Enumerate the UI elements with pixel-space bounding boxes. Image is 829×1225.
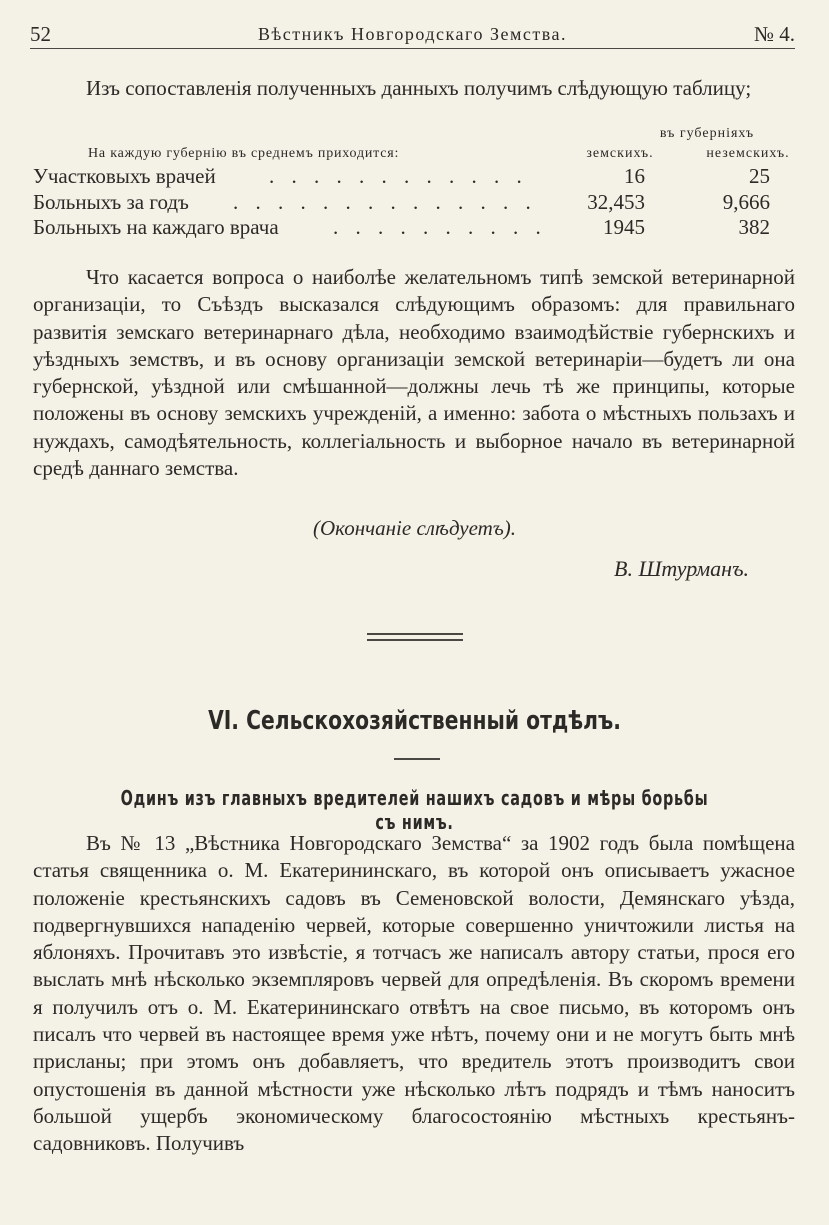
table-row-label: Участковыхъ врачей [33,164,216,188]
to-be-continued-note: (Окончаніе слѣдуетъ). [313,516,516,540]
table-row-label: Больныхъ за годъ [33,190,189,214]
article-title: Одинъ изъ главныхъ вредителей нашихъ садовъ и мѣры борьбы съ нимъ. [120,786,709,834]
table-row-dots: . . . . . . . . . . [333,215,547,239]
page-number: 52 [30,22,51,46]
table-cell-zemsky: 32,453 [587,190,645,214]
author-signature: В. Штурманъ. [614,556,749,581]
table-cell-nezemsky: 9,666 [722,190,770,214]
table-row-dots: . . . . . . . . . . . . [269,164,528,188]
table-row [33,164,795,190]
table-column-header-nezemsky: неземскихъ. [706,146,790,161]
intro-paragraph: Изъ сопоставленія полученныхъ данныхъ получимъ слѣдующую таблицу; [86,76,752,100]
running-header [30,22,795,49]
section-title: VI. Сельскохозяйственный отдѣлъ. [208,706,621,736]
section-divider [367,633,463,641]
article-paragraph: Въ № 13 „Вѣстника Новгородскаго Земства“ за 1902 годъ была помѣщена статья священника о. М. Екатерининскаго, въ которой онъ описываетъ ужасное положеніе крестьянскихъ садовъ въ Семеновской волости, Демянскаго уѣзда, подвергнувшихся нападенію червей, которые совершенно уничтожили листья на яблоняхъ. Прочитавъ это извѣстіе, я тотчасъ же написалъ автору статьи, прося его выслать мнѣ нѣсколько экземпляровъ червей для опредѣленія. Въ скоромъ времени я получилъ отъ о. М. Екатерининскаго отвѣтъ на свое письмо, въ которомъ онъ писалъ что червей въ настоящее время уже нѣтъ, почему они и не могутъ быть мнѣ присланы; при этомъ онъ добавляетъ, что вредитель этотъ производитъ свои опустошенія въ данной мѣстности уже нѣсколько лѣтъ подрядъ и тѣмъ наноситъ большой ущербъ экономическому благосостоянію мѣстныхъ крестьянъ-садовниковъ. Получивъ [33,831,795,1156]
journal-title: Вѣстникъ Новгородскаго Земства. [258,24,567,44]
table-row [33,190,795,216]
veterinary-paragraph: Что касается вопроса о наиболѣе желательномъ типѣ земской ветеринарной организаціи, то Съѣздъ высказался слѣдующимъ образомъ: для правильнаго развитія земскаго ветеринарнаго дѣла, необходимо взаимодѣйствіе губернскихъ и уѣздныхъ земствъ, и въ основу организаціи земской ветеринаріи—будетъ ли она губернской, уѣздной или смѣшанной—должны лечь тѣ же принципы, которые положены въ основу земскихъ учрежденій, а именно: забота о мѣстныхъ пользахъ и нуждахъ, самодѣятельность, коллегіальность и выборное начало въ ветеринарной средѣ даннаго земства. [33,265,795,481]
table-cell-nezemsky: 25 [749,164,770,188]
table-cell-nezemsky: 382 [738,215,770,239]
table-column-header-zemsky: земскихъ. [586,146,654,161]
table-cell-zemsky: 16 [624,164,645,188]
table-cell-zemsky: 1945 [603,215,645,239]
issue-number: № 4. [753,22,795,46]
table-row-label: Больныхъ на каждаго врача [33,215,279,239]
table-caption: На каждую губернію въ среднемъ приходится: [88,146,400,161]
table-super-header: въ губерніяхъ [659,126,755,141]
table-row-dots: . . . . . . . . . . . . . . [233,190,537,214]
table-row [33,215,795,241]
section-title-rule [394,758,440,760]
